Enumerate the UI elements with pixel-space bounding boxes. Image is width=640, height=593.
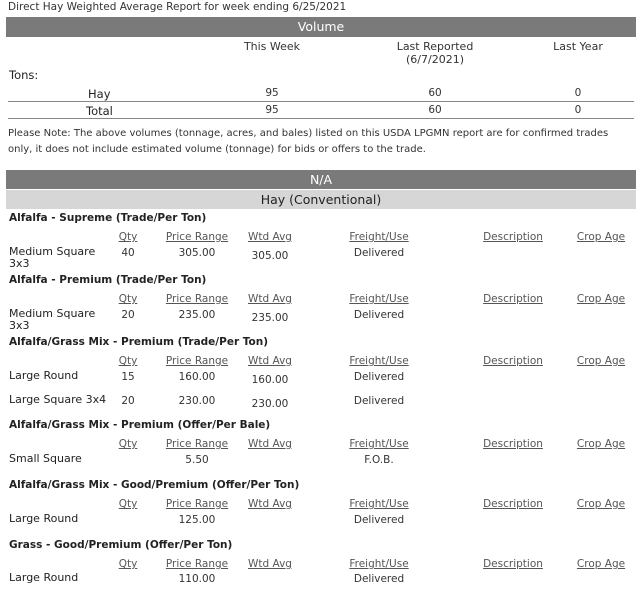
cell-qty: 20 — [121, 395, 135, 407]
col-this-week: This Week — [243, 40, 301, 53]
cell-price: 230.00 — [178, 395, 216, 407]
volume-total-last-year: 0 — [574, 104, 582, 116]
column-header-freight: Freight/Use — [349, 558, 409, 570]
column-header-description: Description — [483, 438, 543, 450]
cell-freight: Delivered — [353, 371, 405, 383]
column-header-price-range: Price Range — [165, 355, 229, 367]
column-header-description: Description — [483, 558, 543, 570]
section-title: Alfalfa/Grass Mix - Good/Premium (Offer/Per Ton) — [9, 479, 300, 491]
column-header-qty: Qty — [118, 558, 138, 570]
cell-price: 160.00 — [178, 371, 216, 383]
column-header-wtd-avg: Wtd Avg — [248, 438, 292, 450]
col-last-reported-date: (6/7/2021) — [406, 53, 464, 66]
volume-hay-this-week: 95 — [265, 87, 279, 99]
column-header-wtd-avg: Wtd Avg — [248, 231, 292, 243]
cell-freight: Delivered — [353, 309, 405, 321]
row-label: Medium Square 3x3 — [9, 307, 96, 332]
column-header-qty: Qty — [118, 438, 138, 450]
column-header-wtd-avg: Wtd Avg — [248, 293, 292, 305]
volume-bottom-line — [8, 118, 634, 119]
column-header-qty: Qty — [118, 498, 138, 510]
column-header-wtd-avg: Wtd Avg — [248, 558, 292, 570]
cell-price: 235.00 — [178, 309, 216, 321]
volume-total-last-reported: 60 — [428, 104, 442, 116]
volume-row-total-label: Total — [86, 104, 113, 118]
cell-freight: Delivered — [353, 573, 405, 585]
column-header-wtd-avg: Wtd Avg — [248, 498, 292, 510]
cell-freight: F.O.B. — [364, 454, 394, 466]
cell-price: 5.50 — [185, 454, 209, 466]
column-header-description: Description — [483, 498, 543, 510]
column-header-crop-age: Crop Age — [576, 293, 626, 305]
column-header-price-range: Price Range — [165, 498, 229, 510]
cell-freight: Delivered — [353, 247, 405, 259]
column-header-freight: Freight/Use — [349, 293, 409, 305]
cell-wtd: 305.00 — [251, 250, 289, 262]
column-header-description: Description — [483, 355, 543, 367]
column-header-description: Description — [483, 231, 543, 243]
cell-freight: Delivered — [353, 395, 405, 407]
col-last-year: Last Year — [553, 40, 603, 53]
row-label: Small Square — [9, 452, 82, 465]
section-title: Alfalfa - Supreme (Trade/Per Ton) — [9, 212, 207, 224]
section-title: Alfalfa/Grass Mix - Premium (Trade/Per Ton) — [9, 336, 269, 348]
cell-price: 110.00 — [178, 573, 216, 585]
volume-header: Volume — [6, 17, 636, 37]
cell-qty: 40 — [121, 247, 135, 259]
row-label: Large Square 3x4 — [9, 393, 107, 406]
column-header-price-range: Price Range — [165, 438, 229, 450]
volume-divider — [8, 101, 634, 102]
volume-row-hay-label: Hay — [88, 87, 111, 101]
row-label: Large Round — [9, 512, 79, 525]
column-header-freight: Freight/Use — [349, 438, 409, 450]
row-label: Large Round — [9, 571, 79, 584]
column-header-crop-age: Crop Age — [576, 355, 626, 367]
volume-hay-last-reported: 60 — [428, 87, 442, 99]
column-header-freight: Freight/Use — [349, 355, 409, 367]
cell-price: 125.00 — [178, 514, 216, 526]
section-title: Grass - Good/Premium (Offer/Per Ton) — [9, 539, 233, 551]
cell-qty: 15 — [121, 371, 135, 383]
tons-label: Tons: — [9, 68, 39, 82]
region-header: N/A — [6, 170, 636, 189]
cell-wtd: 235.00 — [251, 312, 289, 324]
col-last-reported: Last Reported — [396, 40, 474, 53]
cell-wtd: 160.00 — [251, 374, 289, 386]
column-header-description: Description — [483, 293, 543, 305]
cell-freight: Delivered — [353, 514, 405, 526]
column-header-qty: Qty — [118, 293, 138, 305]
row-label: Medium Square 3x3 — [9, 245, 96, 270]
cell-wtd: 230.00 — [251, 398, 289, 410]
volume-note: Please Note: The above volumes (tonnage, acres, and bales) listed on this USDA LPGMN report are for confirmed trades only, it does not include estimated volume (tonnage) for bids or offers to the trade. — [8, 128, 609, 155]
volume-total-this-week: 95 — [265, 104, 279, 116]
column-header-qty: Qty — [118, 355, 138, 367]
volume-hay-last-year: 0 — [574, 87, 582, 99]
column-header-crop-age: Crop Age — [576, 558, 626, 570]
column-header-price-range: Price Range — [165, 293, 229, 305]
column-header-crop-age: Crop Age — [576, 438, 626, 450]
cell-qty: 20 — [121, 309, 135, 321]
column-header-freight: Freight/Use — [349, 231, 409, 243]
column-header-crop-age: Crop Age — [576, 231, 626, 243]
section-title: Alfalfa - Premium (Trade/Per Ton) — [9, 274, 207, 286]
category-header: Hay (Conventional) — [6, 190, 636, 209]
column-header-qty: Qty — [118, 231, 138, 243]
column-header-freight: Freight/Use — [349, 498, 409, 510]
cell-price: 305.00 — [178, 247, 216, 259]
row-label: Large Round — [9, 369, 79, 382]
column-header-crop-age: Crop Age — [576, 498, 626, 510]
column-header-price-range: Price Range — [165, 558, 229, 570]
column-header-price-range: Price Range — [165, 231, 229, 243]
column-header-wtd-avg: Wtd Avg — [248, 355, 292, 367]
report-title: Direct Hay Weighted Average Report for week ending 6/25/2021 — [8, 1, 347, 13]
section-title: Alfalfa/Grass Mix - Premium (Offer/Per Bale) — [9, 419, 271, 431]
